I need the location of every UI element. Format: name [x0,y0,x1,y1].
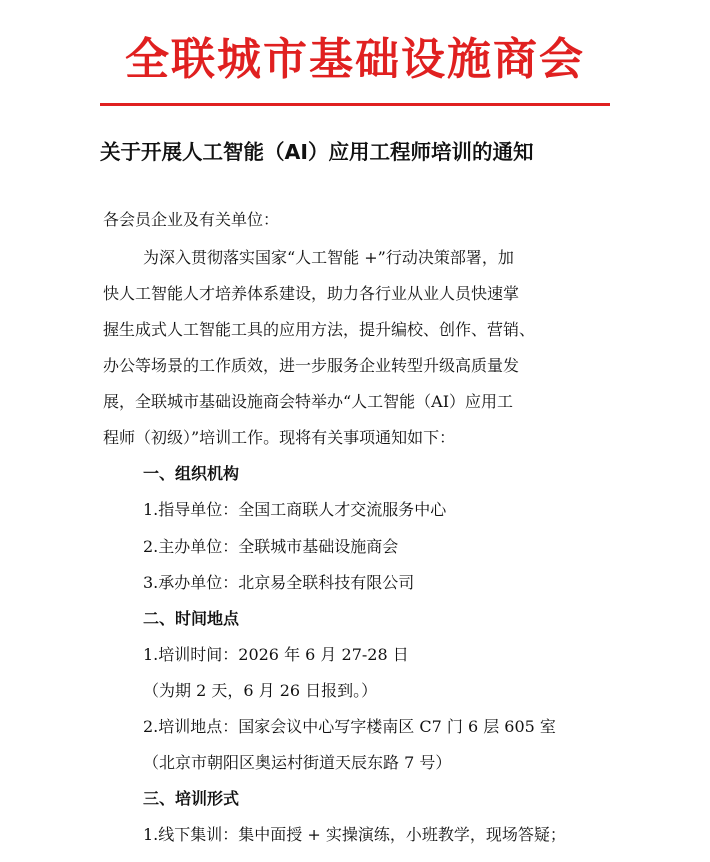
notice-title: 关于开展人工智能（AI）应用工程师培训的通知 [100,140,534,164]
intro-line: 快人工智能人才培养体系建设，助力各行业从业人员快速掌 [103,284,520,303]
list-item: （北京市朝阳区奥运村街道天辰东路 7 号） [143,753,452,772]
salutation: 各会员企业及有关单位： [103,210,280,229]
list-item: 1.培训时间：2026 年 6 月 27-28 日 [143,645,409,664]
list-item: 1.线下集训：集中面授 + 实操演练，小班教学，现场答疑； [143,825,566,844]
section-heading-org: 一、组织机构 [143,464,240,483]
intro-line: 握生成式人工智能工具的应用方法，提升编校、创作、营销、 [103,320,536,339]
list-item: 2.主办单位：全联城市基础设施商会 [143,537,399,556]
intro-line: 程师（初级）”培训工作。现将有关事项通知如下： [103,428,456,447]
list-item: 3.承办单位：北京易全联科技有限公司 [143,573,415,592]
section-heading-time-place: 二、时间地点 [143,609,240,628]
org-name-heading: 全联城市基础设施商会 [125,34,585,85]
list-item: 1.指导单位：全国工商联人才交流服务中心 [143,500,447,519]
intro-line: 展，全联城市基础设施商会特举办“人工智能（AI）应用工 [103,392,514,411]
list-item: 2.培训地点：国家会议中心写字楼南区 C7 门 6 层 605 室 [143,717,556,736]
list-item: （为期 2 天，6 月 26 日报到。） [143,681,378,700]
intro-line: 办公等场景的工作质效，进一步服务企业转型升级高质量发 [103,356,520,375]
section-heading-format: 三、培训形式 [143,789,240,808]
intro-line: 为深入贯彻落实国家“人工智能 +”行动决策部署，加 [143,248,514,267]
header-rule [100,103,610,106]
